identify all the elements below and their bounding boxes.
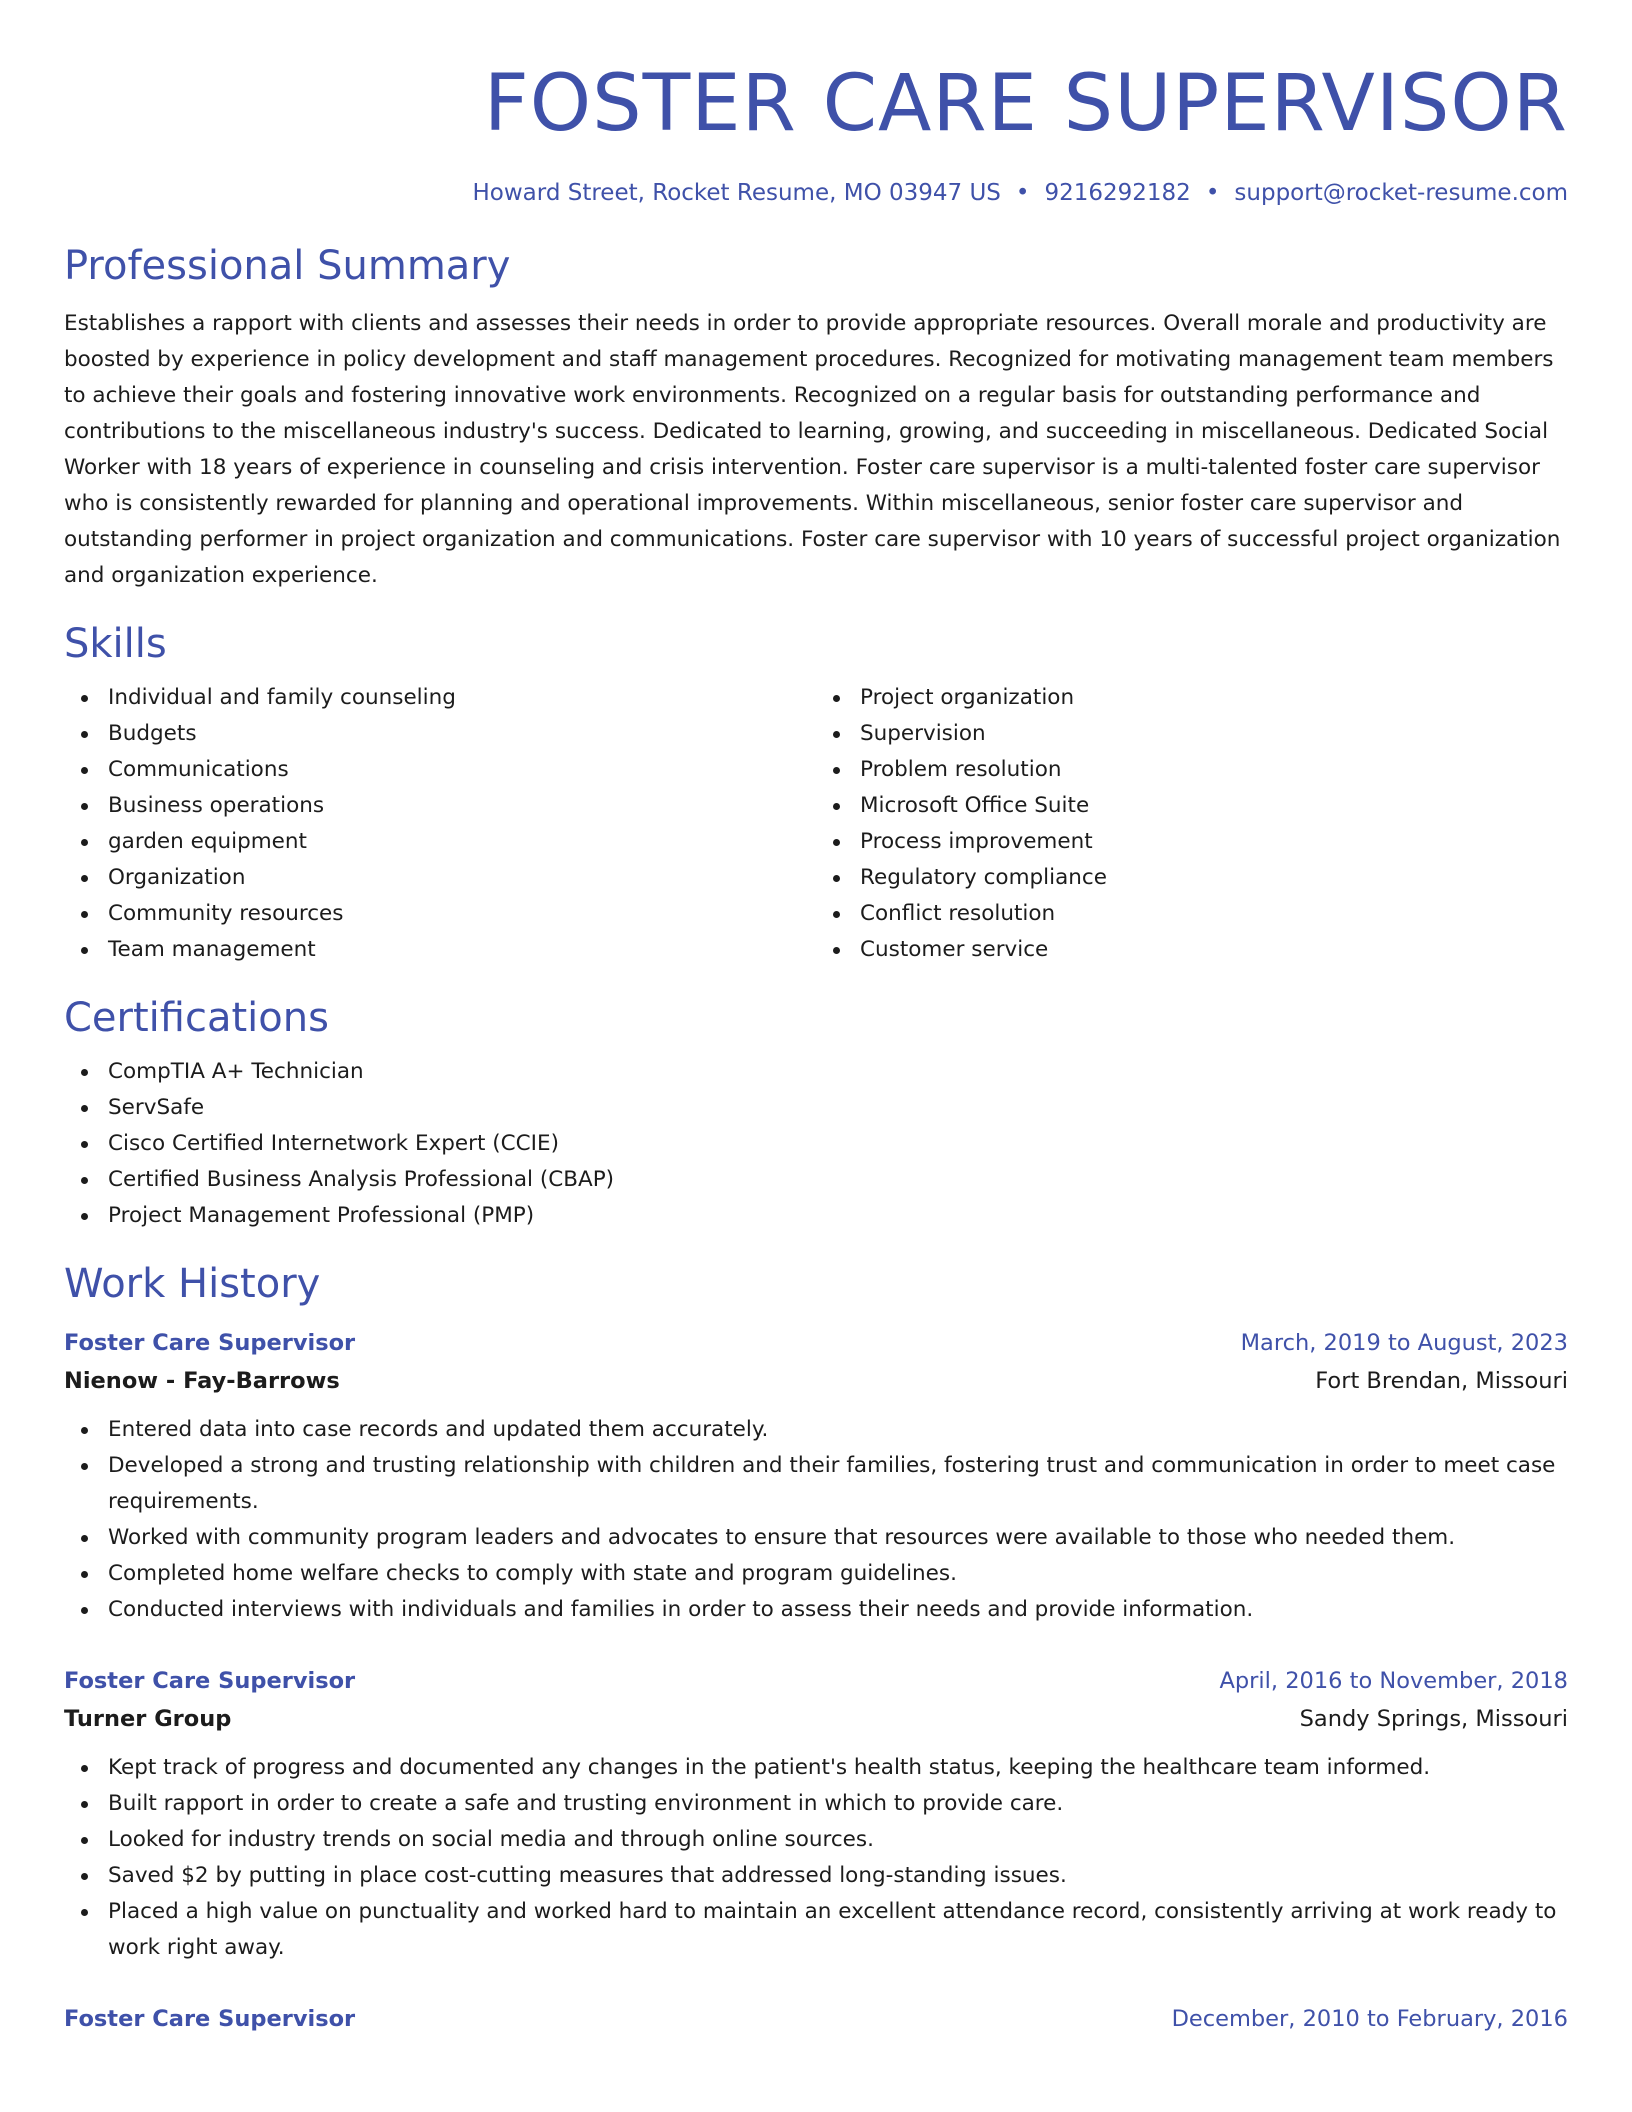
job-subheader [64, 1700, 1568, 1738]
skill-item: Process improvement [860, 824, 1568, 860]
work-history-list [64, 1324, 1568, 2038]
job-dates: April, 2016 to November, 2018 [1219, 1668, 1568, 1694]
certification-item: CompTIA A+ Technician [108, 1054, 1568, 1090]
contact-line [64, 178, 1568, 208]
job-dates: December, 2010 to February, 2016 [1171, 2006, 1568, 2032]
job-entry [64, 1662, 1568, 1966]
skill-item: Customer service [860, 932, 1568, 968]
job-bullet: Completed home welfare checks to comply with state and program guidelines. [108, 1556, 1568, 1592]
skill-item: Conflict resolution [860, 896, 1568, 932]
job-bullet: Looked for industry trends on social media and through online sources. [108, 1822, 1568, 1858]
skill-item: Community resources [108, 896, 816, 932]
certifications-list [64, 1054, 1568, 1234]
skills-list-right [816, 680, 1568, 968]
job-entry [64, 2000, 1568, 2038]
job-bullet: Placed a high value on punctuality and worked hard to maintain an excellent attendance record, consistently arriving at work ready to work right away. [108, 1894, 1568, 1966]
job-bullet: Kept track of progress and documented any changes in the patient's health status, keeping the healthcare team informed. [108, 1750, 1568, 1786]
contact-email[interactable]: support@rocket-resume.com [1234, 180, 1568, 206]
certification-item: Cisco Certified Internetwork Expert (CCIE) [108, 1126, 1568, 1162]
page-title: FOSTER CARE SUPERVISOR [483, 59, 1568, 149]
job-company: Turner Group [64, 1706, 232, 1732]
summary-text: Establishes a rapport with clients and assesses their needs in order to provide appropriate resources. Overall morale and productivity are boosted by experience in policy development and staff management procedures. Recognized for motivating management team members to achieve their goals and fostering innovative work environments. Recognized on a regular basis for outstanding performance and contributions to the miscellaneous industry's success. Dedicated to learning, growing, and succeeding in miscellaneous. Dedicated Social Worker with 18 years of experience in counseling and crisis intervention. Foster care supervisor is a multi-talented foster care supervisor who is consistently rewarded for planning and operational improvements. Within miscellaneous, senior foster care supervisor and outstanding performer in project organization and communications. Foster care supervisor with 10 years of successful project organization and organization experience. [64, 311, 1561, 588]
job-bullet: Worked with community program leaders and advocates to ensure that resources were available to those who needed them. [108, 1520, 1568, 1556]
job-bullet: Saved $2 by putting in place cost-cutting measures that addressed long-standing issues. [108, 1858, 1568, 1894]
job-location: Fort Brendan, Missouri [1315, 1368, 1568, 1394]
job-subheader [64, 1362, 1568, 1400]
job-title: Foster Care Supervisor [64, 1330, 356, 1356]
skill-item: Business operations [108, 788, 816, 824]
contact-separator: • [1015, 180, 1030, 206]
skill-item: Supervision [860, 716, 1568, 752]
job-location: Sandy Springs, Missouri [1299, 1706, 1568, 1732]
skill-item: garden equipment [108, 824, 816, 860]
job-bullets [64, 1750, 1568, 1966]
skills-heading: Skills [64, 621, 167, 667]
certification-item: Certified Business Analysis Professional (CBAP) [108, 1162, 1568, 1198]
contact-address: Howard Street, Rocket Resume, MO 03947 US [472, 180, 1001, 206]
job-bullets [64, 1412, 1568, 1628]
contact-separator: • [1205, 180, 1220, 206]
summary-heading: Professional Summary [64, 243, 511, 289]
certification-item: Project Management Professional (PMP) [108, 1198, 1568, 1234]
job-bullet: Entered data into case records and updated them accurately. [108, 1412, 1568, 1448]
job-title: Foster Care Supervisor [64, 1668, 356, 1694]
contact-phone: 9216292182 [1044, 180, 1191, 206]
certifications-heading: Certifications [64, 995, 329, 1041]
job-bullet: Developed a strong and trusting relationship with children and their families, fostering trust and communication in order to meet case requirements. [108, 1448, 1568, 1520]
job-dates: March, 2019 to August, 2023 [1240, 1330, 1568, 1356]
job-entry [64, 1324, 1568, 1628]
skill-item: Budgets [108, 716, 816, 752]
skills-columns [64, 680, 1568, 968]
certification-item: ServSafe [108, 1090, 1568, 1126]
skill-item: Team management [108, 932, 816, 968]
skills-list-left [64, 680, 816, 968]
skill-item: Organization [108, 860, 816, 896]
skill-item: Problem resolution [860, 752, 1568, 788]
job-header [64, 1324, 1568, 1362]
job-company: Nienow - Fay-Barrows [64, 1368, 340, 1394]
skill-item: Project organization [860, 680, 1568, 716]
skill-item: Regulatory compliance [860, 860, 1568, 896]
skill-item: Microsoft Office Suite [860, 788, 1568, 824]
skill-item: Communications [108, 752, 816, 788]
job-title: Foster Care Supervisor [64, 2006, 356, 2032]
job-header [64, 1662, 1568, 1700]
job-bullet: Conducted interviews with individuals and families in order to assess their needs and provide information. [108, 1592, 1568, 1628]
skill-item: Individual and family counseling [108, 680, 816, 716]
job-bullet: Built rapport in order to create a safe and trusting environment in which to provide care. [108, 1786, 1568, 1822]
job-header [64, 2000, 1568, 2038]
work-history-heading: Work History [64, 1261, 321, 1307]
